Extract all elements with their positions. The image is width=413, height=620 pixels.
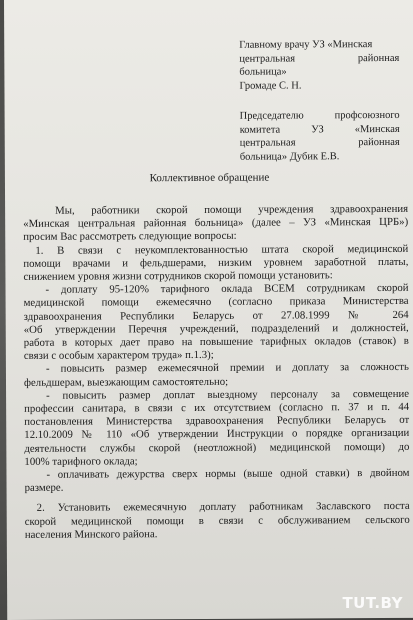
paper-sheet	[4, 0, 413, 620]
body-line: - повысить размер доплат выездному персоналу за совмещение	[46, 387, 410, 402]
body-line: 1. В связи с неукомплектованностью штата скорой медицинской	[35, 242, 409, 257]
addressee-union-chair	[240, 109, 400, 164]
addressee-line: комитета УЗ «Минская	[239, 123, 400, 136]
addressee-line: центральная районная	[239, 52, 400, 65]
body-line: снижением уровня жизни сотрудников скорой помощи установить:	[23, 269, 333, 283]
body-line: медицинской помощи ежемесячно (согласно приказа Министерства	[23, 295, 409, 310]
document-body	[23, 203, 410, 542]
body-line: «Минская центральная районная больница» (далее – УЗ «Минская ЦРБ»)	[23, 216, 409, 231]
body-line: работа в которых дает право на повышение тарифных окладов (ставок) в	[23, 334, 409, 349]
body-line: размере.	[24, 481, 64, 495]
body-line: скорой медицинской помощи в связи с обслуживанием сельского	[24, 513, 410, 528]
addressee-line: больница» Дубик Е.В.	[239, 150, 340, 163]
body-line: профессии санитара, в связи с их отсутствием (согласно п. 37 и п. 44	[24, 400, 410, 415]
body-line: фельдшерам, выезжающим самостоятельно;	[23, 375, 229, 389]
body-line: здравоохранения Республики Беларусь от 27.08.1999 № 264	[23, 308, 409, 323]
watermark-logo: TUT.BY	[342, 594, 403, 612]
addressee-line: Громаде С. Н.	[239, 79, 302, 92]
body-line: 2. Установить ежемесячную доплату работникам Заславского поста	[36, 500, 410, 515]
addressee-line: центральная районная	[239, 136, 400, 149]
body-line: помощи врачами и фельдшерами, низким уровнем заработной платы,	[23, 255, 409, 270]
body-line: постановления Министерства здравоохранения Республики Беларусь от	[24, 414, 410, 429]
body-line: - повысить размер ежемесячной премии и доплату за сложность	[45, 361, 409, 376]
body-line: - доплату 95-120% тарифного оклада ВСЕМ сотрудникам скорой	[45, 282, 409, 297]
body-line: просим Вас рассмотреть следующие вопросы:	[23, 230, 237, 244]
body-line: «Об утверждении Перечня учреждений, подразделений и должностей,	[23, 321, 409, 336]
body-line: связи с особым характером труда» п.1.3);	[23, 349, 214, 363]
body-line: 12.10.2009 № 110 «Об утверждении Инструкции о порядке организации	[24, 427, 410, 442]
addressee-line: Главному врачу УЗ «Минская	[239, 39, 373, 51]
body-line: 100% тарифного оклада;	[24, 455, 138, 468]
addressee-line: Председателю профсоюзного	[239, 109, 400, 122]
body-line: населения Минского района.	[24, 528, 158, 541]
addressee-chief-doctor	[239, 38, 399, 93]
body-line: - оплачивать дежурства сверх нормы (выше одной ставки) в двойном	[46, 466, 410, 481]
document-title: Коллективное обращение	[149, 171, 270, 185]
body-line: Мы, работники скорой помощи учреждения здравоохранения	[55, 202, 409, 217]
body-line: деятельности службы скорой (неотложной) медицинской помощи) до	[24, 440, 410, 455]
addressee-line: больница»	[239, 66, 287, 78]
